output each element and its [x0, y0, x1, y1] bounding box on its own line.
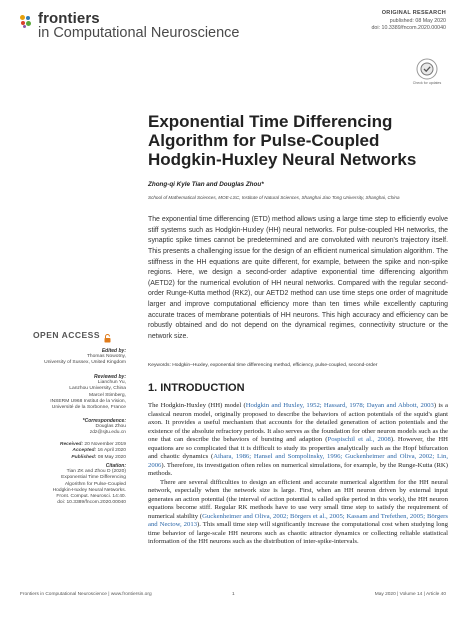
open-lock-icon — [104, 330, 111, 339]
citation-link[interactable]: Guckenheimer and Oliva, 2002; Börgers et al., 2005; Kassam and Trefethen, 2005; Börgers and Nectow, 2013 — [148, 512, 449, 528]
correspondence-info: *Correspondence: Douglas Zhou zdz@sjtu.edu.cn — [20, 418, 126, 437]
open-access-label: OPEN ACCESS — [32, 330, 100, 340]
citation-link[interactable]: Aihara, 1986; Hansel and Sompolinsky, 1996; Guckenheimer and Oliva, 2002; Lin, 2006 — [148, 453, 449, 469]
introduction-body — [148, 402, 448, 547]
page-number: 1 — [232, 592, 235, 597]
paragraph: The Hodgkin-Huxley (HH) model (Hodgkin and Huxley, 1952; Hassard, 1978; Dayan and Abbott, 2003) is a classical neuron model, originally proposed to describe the behaviors of action potentials of the squid's giant axon. It provides a useful mechanism that accounts for the detailed generation of action potentials and the existence of the absolute refractory periods. It also serves as the foundation for other neuron models such as the one that can describe the behaviors of bursting and adaption (Pospischil et al., 2008). However, the HH equations are so complicated that it is difficult to study its properties analytically such as the Hopf bifurcation and chaotic dynamics (Aihara, 1986; Hansel and Sompolinsky, 1996; Guckenheimer and Oliva, 2002; Lin, 2006). Therefore, its investigation often relies on numerical simulations, for example, by the Runge-Kutta (RK) methods. — [148, 402, 449, 477]
frontiers-logo-icon — [20, 15, 33, 28]
citation-info: Citation: Tian ZK and Zhou D (2020) Exponential Time Differencing Algorithm for Pulse-Coupled Hodgkin-Huxley Neural Networks. Front. Comput. Neurosci. 14:40. doi: 10.3389/fncom.2020.00040 — [52, 463, 126, 506]
journal-name: in Computational Neuroscience — [38, 25, 240, 41]
section-heading: 1. INTRODUCTION — [148, 382, 245, 394]
article-title: Exponential Time Differencing Algorithm for Pulse-Coupled Hodgkin-Huxley Neural Networks — [148, 112, 417, 169]
publication-info — [371, 18, 446, 32]
paragraph: There are several difficulties to design an efficient and accurate numerical algorithm for the HH neural network, especially when the network size is large. First, when an HH neuron driven by external input generates an action potential (the interval of action potential is called spike period in this work), the HH neuron equations become stiff. Regular RK methods have to use very small time step to satisfy the requirement of numerical stability (Guckenheimer and Oliva, 2002; Börgers et al., 2005; Kassam and Trefethen, 2005; Börgers and Nectow, 2013). This small time step will significantly increase the computational cost when studying long time behavior of large-scale HH neurons such as chaotic attractor dynamics or collecting reliable statistical information of the HH neurons such as the distribution of inter-spike-intervals. — [148, 478, 449, 545]
check-updates-icon[interactable] — [416, 58, 438, 80]
brand-name: frontiers — [38, 10, 100, 27]
keywords: Keywords: Hodgkin–Huxley, exponential time differencing method, efficiency, pulse-coupled, second-order — [148, 363, 378, 368]
footer-journal: Frontiers in Computational Neuroscience | www.frontiersin.org — [20, 592, 152, 597]
correspondence-email[interactable]: zdz@sjtu.edu.cn — [89, 430, 126, 436]
check-updates-label[interactable]: Check for updates — [412, 81, 442, 85]
citation-link[interactable]: Hodgkin and Huxley, 1952; Hassard, 1978; Dayan and Abbott, 2003 — [245, 402, 434, 409]
dates-info: Received: 20 November 2019 Accepted: 16 April 2020 Published: 08 May 2020 — [59, 442, 126, 460]
abstract: The exponential time differencing (ETD) method allows using a large time step to efficiently evolve stiff systems such as Hodgkin-Huxley (HH) neural networks. For pulse-coupled HH networks, the synaptic spike times cannot be predetermined and are convoluted with neuron's trajectory itself. This presents a challenging issue for the design of an efficient numerical simulation algorithm. The stiffness in the HH equations are quite different, for example, between the spike and non-spike regions. Here, we design a second-order adaptive exponential time differencing algorithm (AETD2) for the numerical evolution of HH neural networks. Compared with the regular second-order Runge-Kutta method (RK2), our AETD2 method can use time steps one order of magnitude larger and improve computational efficiency more than ten times while excellently capturing accurate traces of membrane potentials of HH neurons. This high accuracy and efficiency can be robustly obtained and do not depend on the dynamical regimes, connectivity structure or the network size. — [148, 216, 448, 340]
published-date: published: 08 May 2020 — [389, 18, 446, 24]
reviewer-info: Reviewed by: Lianchun Yu, Lanzhou University, China Marcel Stimberg, INSERM U968 Institut de la Vision, Université de la Sorbonne, France — [50, 374, 126, 411]
footer-issue: May 2020 | Volume 14 | Article 40 — [374, 592, 446, 597]
article-authors: Zhong-qi Kyle Tian and Douglas Zhou* — [148, 181, 264, 188]
article-affiliation: School of Mathematical Sciences, MOE-LSC, Institute of Natural Sciences, Shanghai Jiao Tong University, Shanghai, China — [148, 195, 400, 200]
article-type: ORIGINAL RESEARCH — [381, 10, 446, 16]
doi-link[interactable]: doi: 10.3389/fncom.2020.00040 — [371, 25, 446, 31]
editor-info: Edited by: Thomas Nowotny, University of Sussex, United Kingdom — [44, 348, 126, 366]
citation-link[interactable]: Pospischil et al., 2008 — [327, 436, 391, 443]
